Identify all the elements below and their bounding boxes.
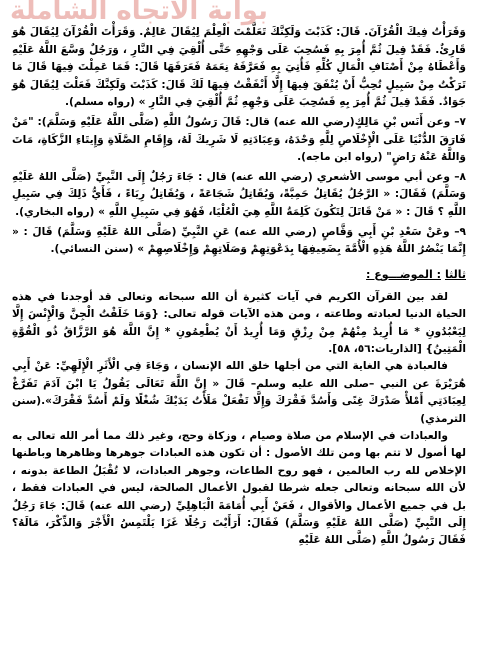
body-paragraph-2: فالعبادة هي الغاية التي من أجلها خلق الله الإنسان ، وَجَاءَ فِي الْأَثَرِ الْإِلَهِيِّ: عَنْ أَبِي هُرَيْرَةَ عن النبي –صلى الله عليه وسلم– قَالَ « إِنَّ اللَّهَ تَعَالَى يَقُولُ يَا ابْنَ آدَمَ تَفَرَّغْ لِعِبَادَتِي أَمْلأْ صَدْرَكَ غِنًى وَأَسُدَّ فَقْرَكَ وَإِلَّا تَفْعَلْ مَلَأْتُ يَدَيْكَ شُغْلًا وَلَمْ أَسُدَّ فَقْرَكَ».(سنن الترمذي): [12, 360, 466, 425]
body-paragraph-3: والعبادات في الإسلام من صلاة وصيام ، وزكاة وحج، وغير ذلك مما أمر الله تعالى به لها أصول لا تتم بها ومن تلك الأصول : أن تكون هذه العبادات جوهرها وظاهرها وباطنها الإخلاص لله رب العالمين ، فهو روح الطاعات، وجوهر العبادات، لا تُقْبَلُ الطاعة بدونه ، لأن الله سبحانه وتعالى جعله شرطا لقبول الأعمال الصالحة، ليس في العبادات فقط ، بل في جميع الأعمال والأقوال ، فَعَنْ أَبِي أُمَامَةَ الْبَاهِلِيِّ (رضي الله عنه) قَالَ: جَاءَ رَجُلٌ إِلَى النَّبِيِّ (صَلَّى اللهُ عَلَيْهِ وَسَلَّمَ) فَقَالَ: أَرَأَيْتَ رَجُلًا غَزَا يَلْتَمِسُ الْأَجْرَ وَالذِّكْرَ، مَالَهُ؟ فَقَالَ رَسُولُ اللَّهِ (صَلَّى اللهُ عَلَيْهِ: [12, 429, 466, 547]
site-watermark: بوابة الاتجاه الشاملة: [10, 0, 268, 26]
hadith-paragraph-6-continued: وَقَرَأْتُ فِيكَ الْقُرْآنَ. قَالَ: كَذَبْتَ وَلَكِنَّكَ تَعَلَّمْتَ الْعِلْمَ لِيُقَالَ عَالِمٌ. وَقَرَأْتَ الْقُرْآنَ لِيُقَالَ هُوَ قَارِئٌ. فَقَدْ قِيلَ ثُمَّ أُمِرَ بِهِ فَسُحِبَ عَلَى وَجْهِهِ حَتَّى أُلْقِيَ فِي النَّارِ ، وَرَجُلٌ وَسَّعَ اللَّهُ عَلَيْهِ وَأَعْطَاهُ مِنْ أَصْنَافِ الْمَالِ كُلِّهِ فَأُتِيَ بِهِ فَعَرَّفَهُ نِعَمَهُ فَعَرَفَهَا قَالَ: فَمَا عَمِلْتَ فِيهَا قَالَ مَا تَرَكْتُ مِنْ سَبِيلٍ تُحِبُّ أَنْ يُنْفَقَ فِيهَا إِلَّا أَنْفَقْتُ فِيهَا لَكَ قَالَ: كَذَبْتَ وَلَكِنَّكَ فَعَلْتَ لِيُقَالَ هُوَ جَوَادٌ. فَقَدْ قِيلَ ثُمَّ أُمِرَ بِهِ فَسُحِبَ عَلَى وَجْهِهِ ثُمَّ أُلْقِيَ فِي النَّارِ » (رواه مسلم).: [12, 26, 466, 109]
hadith-paragraph-7: ٧– وعن أَنَس بْنِ مَالِكٍ(رضي الله عنه) قال: قَالَ رَسُولُ اللَّهِ (صَلَّى اللَّهُ عَلَيْهِ وَسَلَّمَ): "مَنْ فَارَقَ الدُّنْيَا عَلَى الْإِخْلَاصِ لِلَّهِ وَحْدَهُ، وَعِبَادَتِهِ لَا شَرِيكَ لَهُ، وَإِقَامِ الصَّلَاةِ وَإِيتَاءِ الزَّكَاةِ، مَاتَ وَاللَّهُ عَنْهُ رَاضٍ" (رواه ابن ماجه).: [12, 115, 466, 164]
hadith-paragraph-8: ٨– وعن أبي موسى الأشعري (رضي الله عنه) قال : جَاءَ رَجُلٌ إِلَى النَّبِيِّ (صَلَّى اللهُ عَلَيْهِ وَسَلَّمَ) فَقَالَ: « الرَّجُلُ يُقَاتِلُ حَمِيَّةً، وَيُقَاتِلُ شَجَاعَةً ، وَيُقَاتِلُ رِيَاءً ، فَأَيُّ ذَلِكَ فِي سَبِيلِ اللَّهِ ؟ قَالَ : « مَنْ قَاتَلَ لِتَكُونَ كَلِمَةُ اللَّهِ هِيَ الْعُلْيَا، فَهُوَ فِي سَبِيلِ اللَّهِ » (رواه البخاري).: [12, 170, 466, 218]
section-number: ثالثا: [444, 267, 466, 281]
body-paragraph-1: لقد بين القرآن الكريم في آيات كثيرة أن الله سبحانه وتعالى قد أوجدنا في هذه الحياة الدنيا لعبادته وطاعته ، ومن هذه الآيات قوله تعالى: {وَمَا خَلَقْتُ الْجِنَّ وَالْإِنْسَ إِلَّا لِيَعْبُدُونِ * مَا أُرِيدُ مِنْهُمْ مِنْ رِزْقٍ وَمَا أُرِيدُ أَنْ يُطْعِمُونِ * إِنَّ اللَّهَ هُوَ الرَّزَّاقُ ذُو الْقُوَّةِ الْمَتِينُ} [الذاريات:٥٦، ٥٨].: [12, 290, 466, 355]
hadith-paragraph-9: ٩– وعَنْ سَعْدِ بْنِ أَبِي وَقَّاصٍ (رضي الله عنه) عَنِ النَّبِيِّ (صَلَّى اللهُ عَلَيْهِ وَسَلَّمَ) قَالَ : « إِنَّمَا يَنْصُرُ اللَّهُ هَذِهِ الْأُمَّةَ بِضَعِيفِهَا بِدَعْوَتِهِمْ وَصَلَاتِهِمْ وَإِخْلَاصِهِمْ » (سنن النسائي).: [12, 225, 466, 256]
section-heading: [12, 267, 466, 283]
section-title: : الموضـــوع :: [366, 267, 441, 281]
